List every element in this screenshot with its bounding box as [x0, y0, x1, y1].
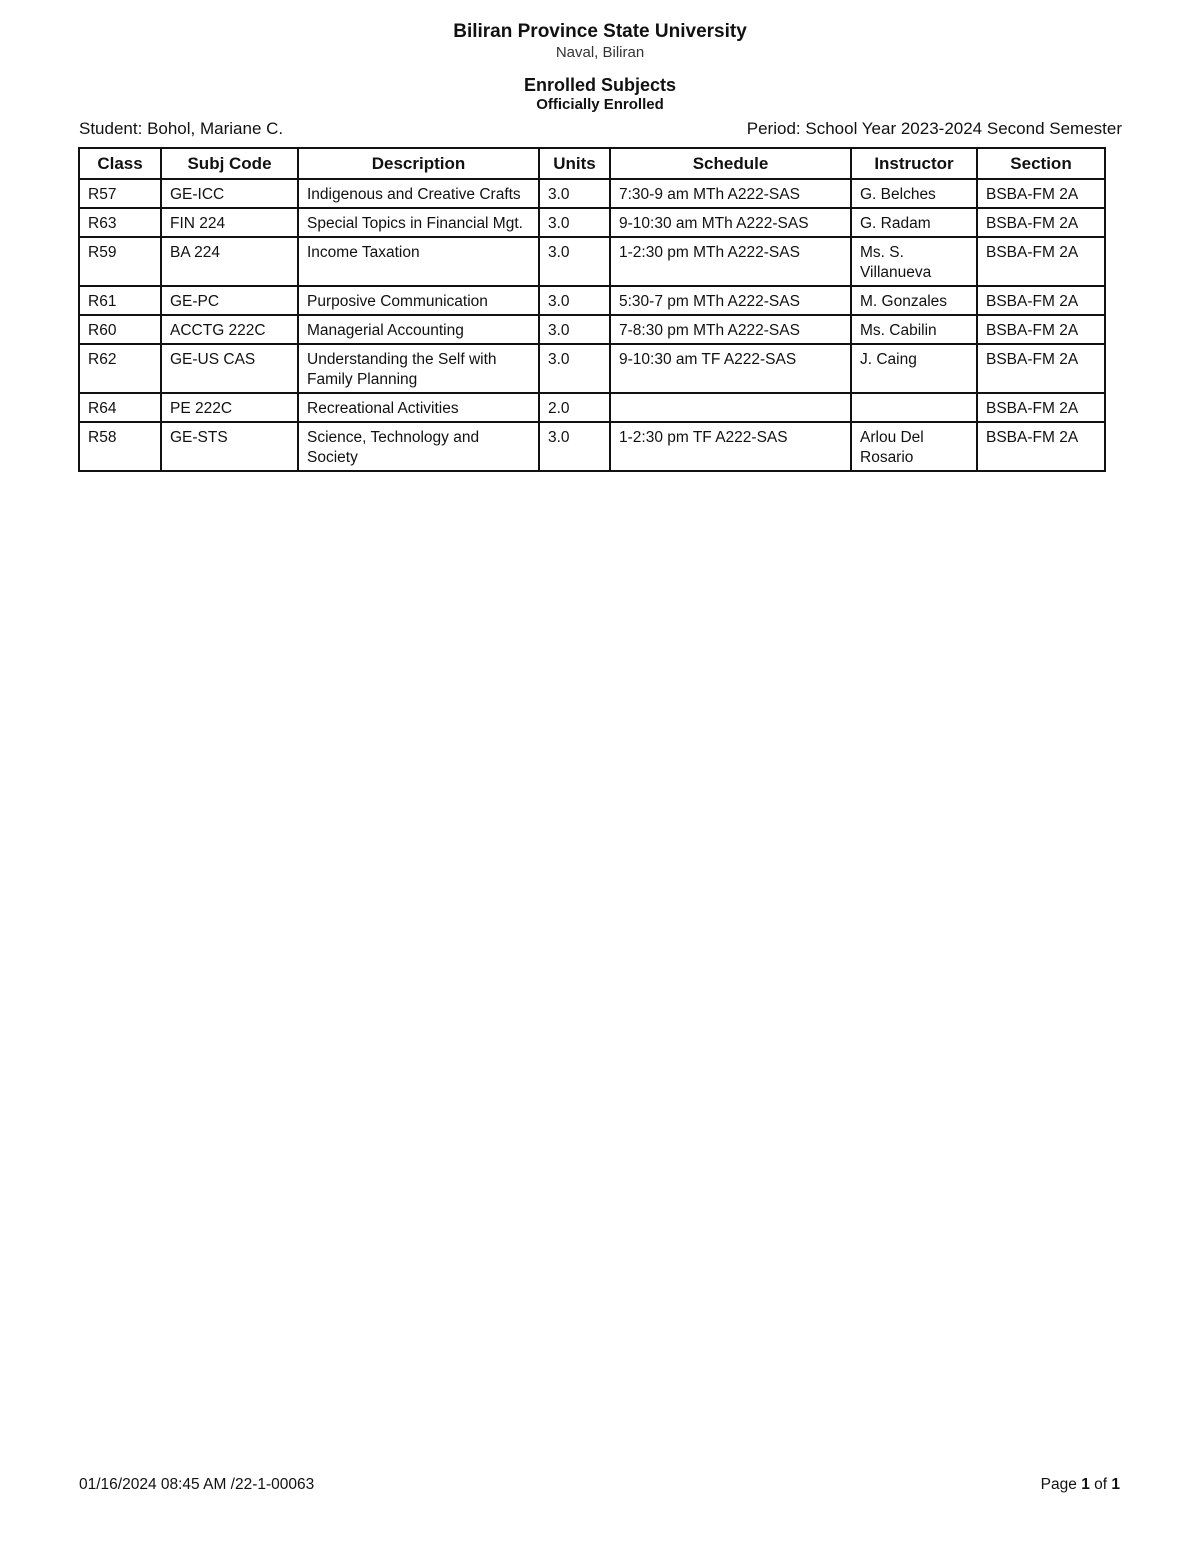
cell-section: BSBA-FM 2A [977, 393, 1105, 422]
cell-subj-code: GE-US CAS [161, 344, 298, 393]
document-title: Enrolled Subjects [523, 75, 677, 95]
column-header-subj-code: Subj Code [161, 148, 298, 179]
cell-description: Income Taxation [298, 237, 539, 286]
table-header-row [79, 148, 1105, 179]
cell-subj-code: PE 222C [161, 393, 298, 422]
cell-description: Recreational Activities [298, 393, 539, 422]
cell-instructor: Ms. S. Villanueva [851, 237, 977, 286]
print-timestamp: 01/16/2024 08:45 AM /22-1-00063 [79, 1476, 315, 1493]
cell-schedule: 9-10:30 am MTh A222-SAS [610, 208, 851, 237]
page-of-label: of [1094, 1476, 1108, 1493]
cell-description: Special Topics in Financial Mgt. [298, 208, 539, 237]
cell-section: BSBA-FM 2A [977, 344, 1105, 393]
cell-schedule: 7:30-9 am MTh A222-SAS [610, 179, 851, 208]
cell-description: Science, Technology and Society [298, 422, 539, 471]
table-row [79, 286, 1105, 315]
cell-section: BSBA-FM 2A [977, 208, 1105, 237]
student-info [79, 118, 283, 140]
university-address: Naval, Biliran [555, 44, 645, 61]
cell-description: Managerial Accounting [298, 315, 539, 344]
table-row [79, 422, 1105, 471]
table-row [79, 344, 1105, 393]
column-header-class: Class [79, 148, 161, 179]
cell-subj-code: ACCTG 222C [161, 315, 298, 344]
cell-units: 3.0 [539, 422, 610, 471]
page-label: Page [1040, 1476, 1077, 1493]
cell-instructor: M. Gonzales [851, 286, 977, 315]
cell-section: BSBA-FM 2A [977, 286, 1105, 315]
column-header-units: Units [539, 148, 610, 179]
cell-subj-code: GE-STS [161, 422, 298, 471]
cell-schedule: 1-2:30 pm MTh A222-SAS [610, 237, 851, 286]
student-name: Bohol, Mariane C. [147, 119, 284, 138]
cell-description: Indigenous and Creative Crafts [298, 179, 539, 208]
column-header-instructor: Instructor [851, 148, 977, 179]
cell-section: BSBA-FM 2A [977, 422, 1105, 471]
table-row [79, 315, 1105, 344]
cell-instructor: J. Caing [851, 344, 977, 393]
cell-schedule: 9-10:30 am TF A222-SAS [610, 344, 851, 393]
cell-schedule: 1-2:30 pm TF A222-SAS [610, 422, 851, 471]
cell-class: R58 [79, 422, 161, 471]
cell-section: BSBA-FM 2A [977, 315, 1105, 344]
cell-instructor [851, 393, 977, 422]
cell-subj-code: GE-ICC [161, 179, 298, 208]
period-info [747, 118, 1122, 140]
cell-instructor: Arlou Del Rosario [851, 422, 977, 471]
cell-subj-code: GE-PC [161, 286, 298, 315]
table-row [79, 179, 1105, 208]
table-row [79, 237, 1105, 286]
document-header [0, 20, 1200, 114]
column-header-description: Description [298, 148, 539, 179]
cell-units: 3.0 [539, 286, 610, 315]
cell-units: 2.0 [539, 393, 610, 422]
cell-schedule: 5:30-7 pm MTh A222-SAS [610, 286, 851, 315]
enrolled-subjects-table [78, 147, 1106, 472]
document-subtitle: Officially Enrolled [536, 96, 664, 113]
cell-section: BSBA-FM 2A [977, 237, 1105, 286]
cell-units: 3.0 [539, 344, 610, 393]
column-header-section: Section [977, 148, 1105, 179]
cell-subj-code: BA 224 [161, 237, 298, 286]
cell-schedule [610, 393, 851, 422]
page-current: 1 [1081, 1476, 1090, 1493]
period-value: School Year 2023-2024 Second Semester [805, 119, 1122, 138]
cell-schedule: 7-8:30 pm MTh A222-SAS [610, 315, 851, 344]
cell-description: Understanding the Self with Family Planning [298, 344, 539, 393]
column-header-schedule: Schedule [610, 148, 851, 179]
period-label: Period: [746, 119, 801, 138]
cell-class: R60 [79, 315, 161, 344]
table-row [79, 208, 1105, 237]
page-indicator [1041, 1475, 1120, 1495]
cell-instructor: G. Belches [851, 179, 977, 208]
cell-class: R59 [79, 237, 161, 286]
cell-description: Purposive Communication [298, 286, 539, 315]
cell-units: 3.0 [539, 237, 610, 286]
cell-section: BSBA-FM 2A [977, 179, 1105, 208]
cell-units: 3.0 [539, 315, 610, 344]
table-row [79, 393, 1105, 422]
cell-instructor: G. Radam [851, 208, 977, 237]
cell-class: R64 [79, 393, 161, 422]
cell-units: 3.0 [539, 179, 610, 208]
student-label: Student: [79, 119, 143, 138]
cell-class: R62 [79, 344, 161, 393]
cell-class: R57 [79, 179, 161, 208]
cell-class: R63 [79, 208, 161, 237]
cell-class: R61 [79, 286, 161, 315]
cell-units: 3.0 [539, 208, 610, 237]
cell-instructor: Ms. Cabilin [851, 315, 977, 344]
page-total: 1 [1111, 1476, 1120, 1493]
university-name: Biliran Province State University [453, 21, 747, 42]
cell-subj-code: FIN 224 [161, 208, 298, 237]
